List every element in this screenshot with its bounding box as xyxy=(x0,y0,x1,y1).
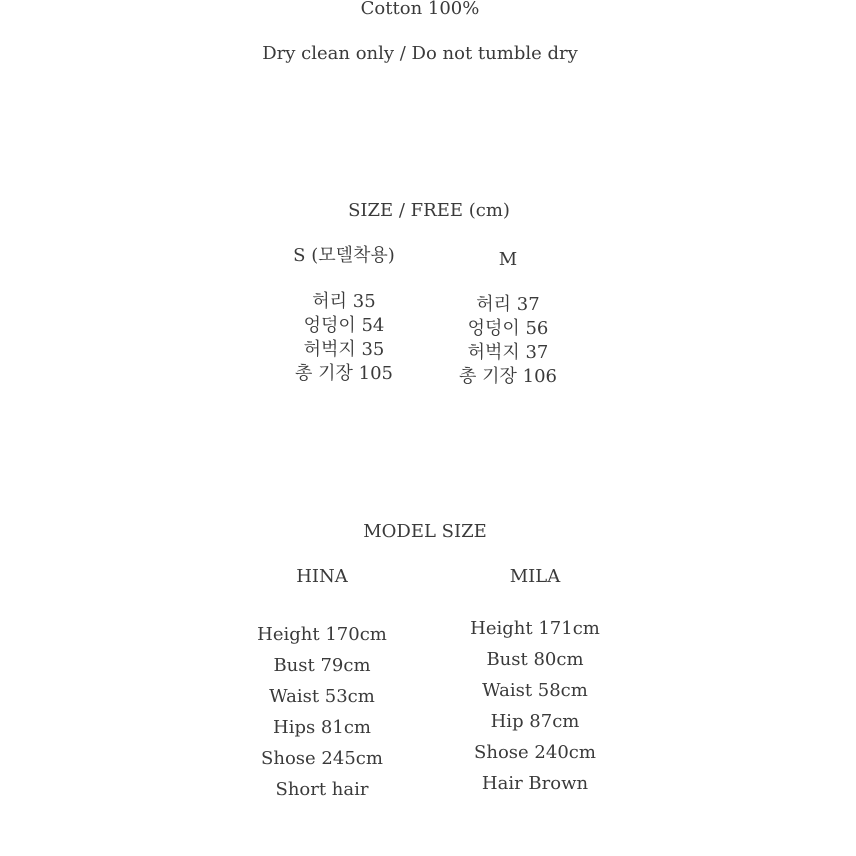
size-m-label: M xyxy=(498,249,518,270)
model-hina-measurements xyxy=(257,626,387,812)
size-s-thigh: 허벅지 35 xyxy=(303,339,385,360)
size-m-thigh: 허벅지 37 xyxy=(467,342,549,363)
hina-bust: Bust 79cm xyxy=(273,655,371,676)
size-heading: SIZE / FREE (cm) xyxy=(348,200,510,221)
mila-hip: Hip 87cm xyxy=(490,711,580,732)
mila-shoes: Shose 240cm xyxy=(474,742,596,763)
size-s-measurements xyxy=(295,293,393,389)
size-s-waist: 허리 35 xyxy=(312,291,376,312)
hina-hips: Hips 81cm xyxy=(273,717,371,738)
model-size-heading: MODEL SIZE xyxy=(363,521,487,542)
size-m-measurements xyxy=(459,296,557,392)
size-s-label: S (모델착용) xyxy=(293,245,395,266)
mila-bust: Bust 80cm xyxy=(486,649,584,670)
model-name-hina: HINA xyxy=(296,566,348,587)
model-name-mila: MILA xyxy=(509,566,561,587)
size-m-length: 총 기장 106 xyxy=(459,366,557,387)
hina-waist: Waist 53cm xyxy=(269,686,375,707)
care-instructions: Dry clean only / Do not tumble dry xyxy=(262,43,578,64)
model-mila-measurements xyxy=(470,620,600,806)
mila-height: Height 171cm xyxy=(470,618,600,639)
size-s-hip: 엉덩이 54 xyxy=(303,315,385,336)
mila-hair: Hair Brown xyxy=(481,773,589,794)
size-m-hip: 엉덩이 56 xyxy=(467,318,549,339)
hina-shoes: Shose 245cm xyxy=(261,748,383,769)
size-m-waist: 허리 37 xyxy=(476,294,540,315)
hina-hair: Short hair xyxy=(275,779,369,800)
mila-waist: Waist 58cm xyxy=(482,680,588,701)
hina-height: Height 170cm xyxy=(257,624,387,645)
size-s-length: 총 기장 105 xyxy=(295,363,393,384)
material-text: Cotton 100% xyxy=(360,0,480,19)
